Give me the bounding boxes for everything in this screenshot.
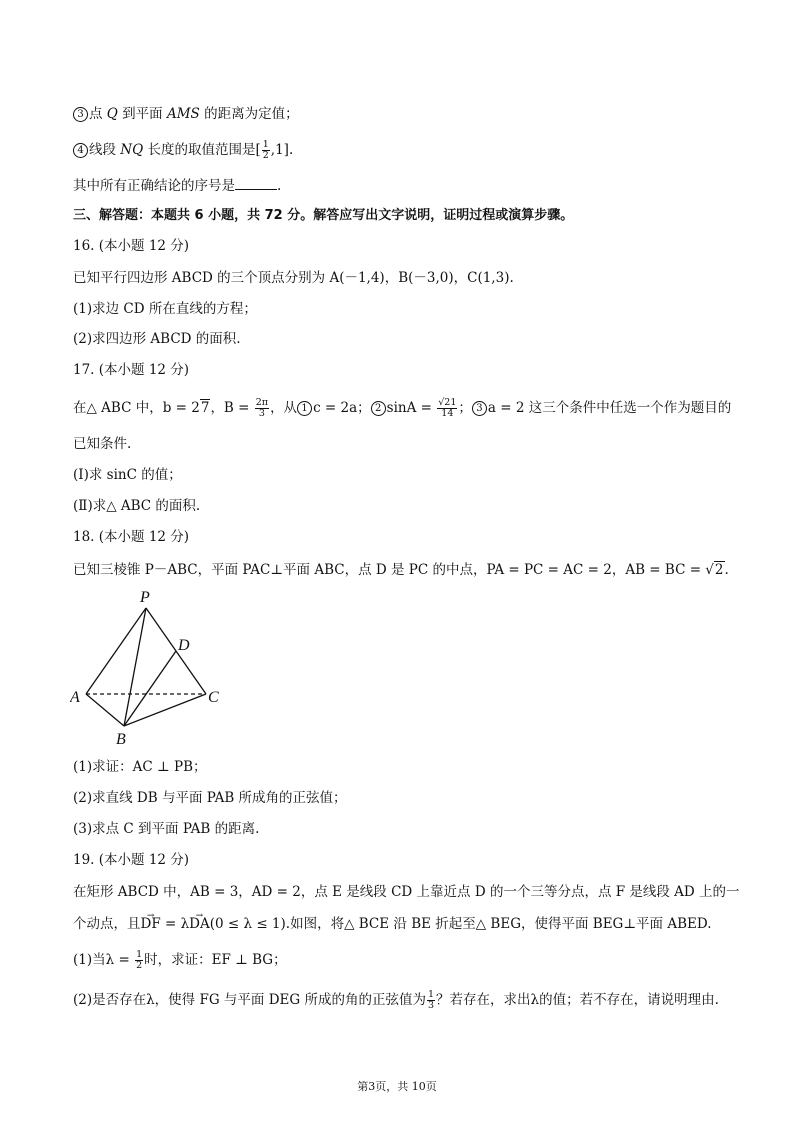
circled-3b-icon: 3 [472,401,487,416]
edge-PA [86,608,146,694]
q19-stem-1: 在矩形 ABCD 中，AB = 3，AD = 2，点 E 是线段 CD 上靠近点 D 的一个三等分点，点 F 是线段 AD 上的一 [73,884,740,900]
edge-AB [86,694,124,726]
q19-header: 19. (本小题 12 分) [73,852,190,868]
edge-BC [124,694,206,726]
edge-PB [124,608,146,726]
q18-part1: (1)求证：AC ⊥ PB； [73,759,207,775]
circled-2-icon: 2 [371,401,386,416]
label-C: C [208,689,219,706]
q16-part2: (2)求四边形 ABCD 的面积. [73,331,241,347]
answer-prompt: 其中所有正确结论的序号是 . [73,178,282,194]
q16-stem: 已知平行四边形 ABCD 的三个顶点分别为 A(－1,4)，B(－3,0)，C(1,3). [73,270,514,286]
fraction-half: $\frac{1}{2}$ [262,139,269,161]
circled-1-icon: 1 [297,401,312,416]
q19-stem-2: 个动点，且→ DF = λ→ DA(0 ≤ λ ≤ 1).如图，将△ BCE 沿 BE 折起至△ BEG，使得平面 BEG⊥平面 ABED. [73,914,712,934]
circled-4-icon: 4 [73,143,88,158]
answer-blank [235,177,277,190]
q17-header: 17. (本小题 12 分) [73,362,190,378]
item-3: 3 点 Q 到平面 AMS 的距离为定值； [73,104,299,124]
page-footer: 第3页，共 10页 [357,1080,437,1093]
edge-BD [124,651,176,726]
q16-header: 16. (本小题 12 分) [73,238,190,254]
label-B: B [116,731,126,748]
pyramid-figure [70,588,240,748]
q17-stem-cont: 已知条件. [73,436,132,452]
q18-part3: (3)求点 C 到平面 PAB 的距离. [73,821,260,837]
q17-stem: 在△ ABC 中，b = 27，B = $\frac{2\pi}{3}$ ，从 1 c = 2a； 2 sinA = $\frac{√21}{14}$ ； 3 a = 2 这三个条件中任选一个作为题目的 [73,397,732,419]
circled-3-icon: 3 [73,107,88,122]
q18-part2: (2)求直线 DB 与平面 PAB 所成角的正弦值； [73,790,347,806]
q17-part1: (Ⅰ)求 sinC 的值； [73,467,182,483]
label-P: P [140,589,150,606]
label-A: A [70,689,80,706]
q19-part1: (1)当λ = $\frac{1}{2}$ 时，求证：EF ⊥ BG； [73,949,287,971]
item-4: 4 线段 NQ 长度的取值范围是[ $\frac{1}{2}$ ,1]. [73,140,293,161]
label-D: D [178,637,190,654]
section-3-title: 三、解答题：本题共 6 小题，共 72 分。解答应写出文字说明，证明过程或演算步骤。 [73,208,574,223]
q19-part2: (2)是否存在λ，使得 FG 与平面 DEG 所成的角的正弦值为 $\frac{1}{3}$ ？若存在，求出λ的值；若不存在，请说明理由. [73,989,719,1011]
q18-stem: 已知三棱锥 P－ABC，平面 PAC⊥平面 ABC，点 D 是 PC 的中点，PA = PC = AC = 2，AB = BC = √2. [73,562,729,578]
q16-part1: (1)求边 CD 所在直线的方程； [73,301,257,317]
q18-header: 18. (本小题 12 分) [73,529,190,545]
q17-part2: (Ⅱ)求△ ABC 的面积. [73,498,201,514]
